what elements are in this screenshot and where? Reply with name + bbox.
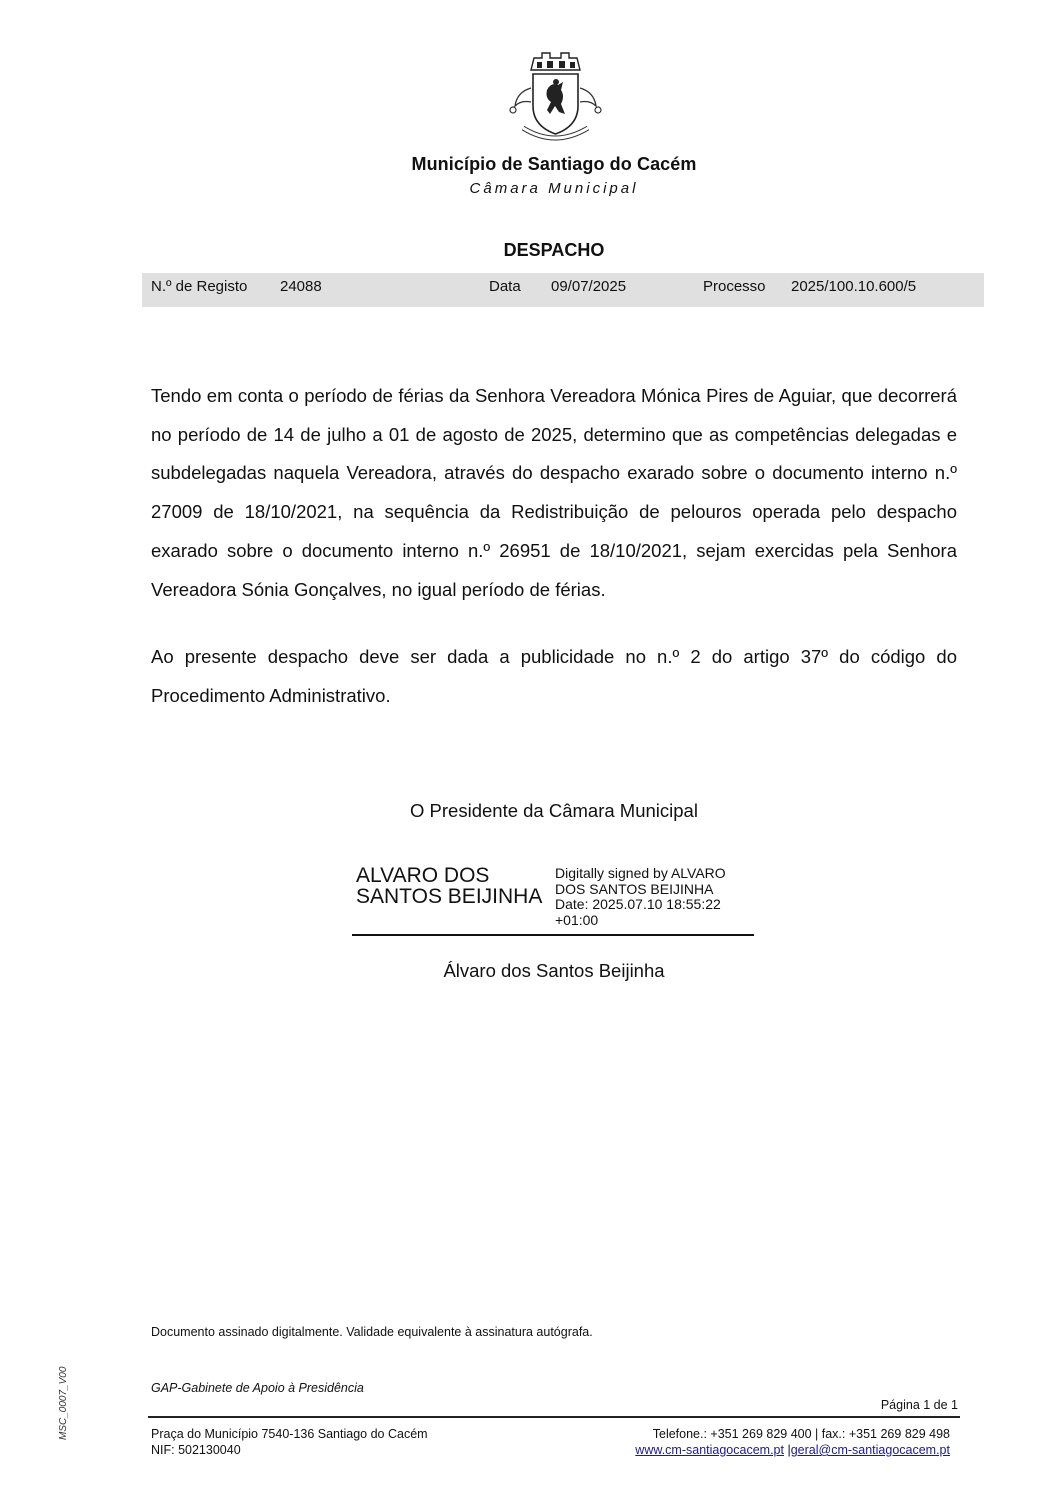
signature-detail-line-2: DOS SANTOS BEIJINHA xyxy=(555,880,714,897)
processo-label: Processo xyxy=(703,278,766,295)
footer-phone-fax: Telefone.: +351 269 829 400 | fax.: +351 269 829 498 xyxy=(652,1427,950,1441)
digital-signature-name xyxy=(356,865,542,907)
signature-detail-line-1: Digitally signed by ALVARO xyxy=(555,865,726,881)
link-separator: | xyxy=(787,1443,791,1457)
digital-signature-note: Documento assinado digitalmente. Validade equivalente à assinatura autógrafa. xyxy=(151,1325,593,1339)
document-metadata-bar xyxy=(142,273,984,307)
signatory-role: O Presidente da Câmara Municipal xyxy=(410,800,698,821)
registo-label: N.º de Registo xyxy=(151,278,248,295)
municipal-crest-icon xyxy=(503,48,608,148)
department-name: GAP-Gabinete de Apoio à Presidência xyxy=(151,1381,364,1395)
body-paragraph-1: Tendo em conta o período de férias da Senhora Vereadora Mónica Pires de Aguiar, que decorrerá no período de 14 de julho a 01 de agosto de 2025, determino que as competências delegadas e subdelegadas naquela Vereadora, através do despacho exarado sobre o documento interno n.º 27009 de 18/10/2021, na sequência da Redistribuição de pelouros operada pelo despacho exarado sobre o documento interno n.º 26951 de 18/10/2021, sejam exercidas pela Senhora Vereadora Sónia Gonçalves, no igual período de férias. xyxy=(151,385,957,600)
registo-value: 24088 xyxy=(280,278,322,295)
data-value: 09/07/2025 xyxy=(551,278,627,295)
email-link[interactable]: geral@cm-santiagocacem.pt xyxy=(790,1443,950,1457)
form-code: MSC_0007_V00 xyxy=(58,1366,69,1440)
digital-signature-block[interactable] xyxy=(352,862,754,936)
page-number: Página 1 de 1 xyxy=(880,1398,958,1412)
digital-signature-details xyxy=(555,866,726,928)
footer-divider xyxy=(148,1416,960,1418)
signer-name: Álvaro dos Santos Beijinha xyxy=(443,960,665,981)
processo-value: 2025/100.10.600/5 xyxy=(791,278,917,295)
body-paragraph-2: Ao presente despacho deve ser dada a publicidade no n.º 2 do artigo 37º do código do Procedimento Administrativo. xyxy=(151,646,957,706)
website-link[interactable]: www.cm-santiagocacem.pt xyxy=(635,1443,784,1457)
footer-links xyxy=(635,1443,950,1457)
signature-detail-line-3: Date: 2025.07.10 18:55:22 xyxy=(555,896,721,912)
organization-subtitle: Câmara Municipal xyxy=(469,180,639,197)
organization-name: Município de Santiago do Cacém xyxy=(411,154,697,174)
signature-name-line-2: SANTOS BEIJINHA xyxy=(356,885,543,908)
data-label: Data xyxy=(489,278,521,295)
signature-detail-line-4: +01:00 xyxy=(555,911,599,928)
document-title: DESPACHO xyxy=(503,240,605,260)
footer-address: Praça do Município 7540-136 Santiago do Cacém xyxy=(151,1427,428,1441)
signature-name-line-1: ALVARO DOS xyxy=(356,864,490,887)
footer-nif: NIF: 502130040 xyxy=(151,1443,241,1457)
